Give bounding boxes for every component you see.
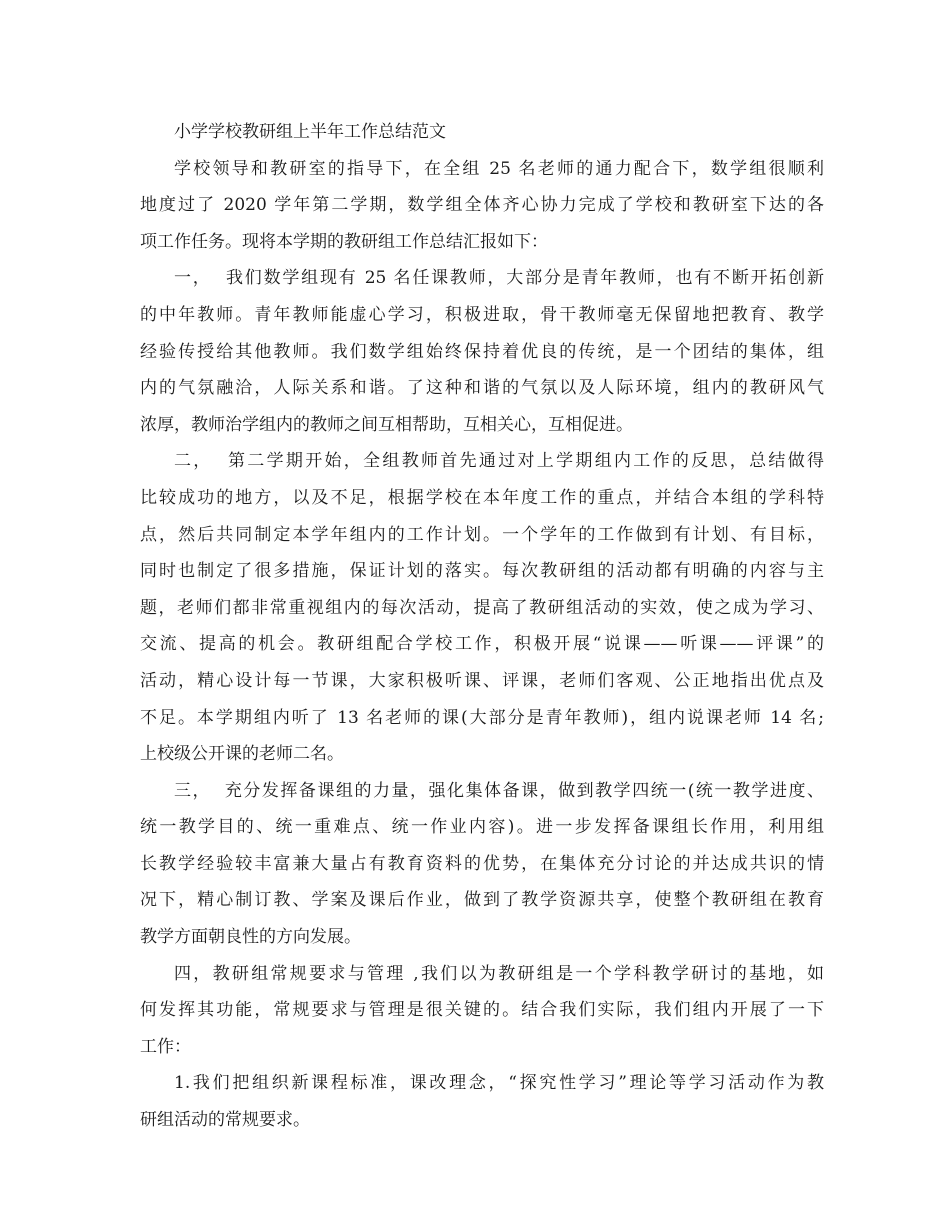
paragraph bbox=[140, 1065, 824, 1138]
paragraph-line: 研组活动的常规要求。 bbox=[140, 1110, 310, 1131]
paragraph-line: 四，教研组常规要求与管理 ,我们以为教研组是一个学科教学研讨的基地，如 bbox=[174, 963, 824, 984]
paragraph-line: 题，老师们都非常重视组内的每次活动，提高了教研组活动的实效，使之成为学习、 bbox=[140, 597, 824, 618]
paragraph-line: 点，然后共同制定本学年组内的工作计划。一个学年的工作做到有计划、有目标， bbox=[140, 524, 824, 545]
paragraph-line: 工作： bbox=[140, 1036, 191, 1057]
paragraph-line: 三， 充分发挥备课组的力量，强化集体备课，做到教学四统一(统一教学进度、 bbox=[174, 780, 824, 801]
paragraph-line: 教学方面朝良性的方向发展。 bbox=[140, 927, 361, 948]
paragraph-line: 内的气氛融洽，人际关系和谐。了这种和谐的气氛以及人际环境，组内的教研风气 bbox=[140, 378, 824, 399]
document-body bbox=[140, 114, 824, 1139]
paragraph-list bbox=[140, 151, 824, 1139]
paragraph bbox=[140, 956, 824, 1066]
paragraph-line: 一， 我们数学组现有 25 名任课教师，大部分是青年教师，也有不断开拓创新 bbox=[174, 268, 824, 289]
paragraph bbox=[140, 773, 824, 956]
paragraph-line: 经验传授给其他教师。我们数学组始终保持着优良的传统，是一个团结的集体，组 bbox=[140, 341, 824, 362]
paragraph bbox=[140, 151, 824, 261]
paragraph-line: 上校级公开课的老师二名。 bbox=[140, 744, 344, 765]
paragraph-line: 统一教学目的、统一重难点、统一作业内容)。进一步发挥备课组长作用，利用组 bbox=[140, 817, 824, 838]
paragraph-line: 长教学经验较丰富兼大量占有教育资料的优势，在集体充分讨论的并达成共识的情 bbox=[140, 853, 824, 874]
paragraph-line: 比较成功的地方，以及不足，根据学校在本年度工作的重点，并结合本组的学科特 bbox=[140, 487, 824, 508]
paragraph-line: 的中年教师。青年教师能虚心学习，积极进取，骨干教师毫无保留地把教育、教学 bbox=[140, 304, 824, 325]
paragraph-line: 地度过了 2020 学年第二学期，数学组全体齐心协力完成了学校和教研室下达的各 bbox=[140, 195, 824, 216]
paragraph-line: 同时也制定了很多措施，保证计划的落实。每次教研组的活动都有明确的内容与主 bbox=[140, 561, 824, 582]
paragraph-line: 何发挥其功能，常规要求与管理是很关键的。结合我们实际，我们组内开展了一下 bbox=[140, 1000, 824, 1021]
document-title: 小学学校教研组上半年工作总结范文 bbox=[174, 122, 446, 142]
paragraph-line: 1.我们把组织新课程标准，课改理念，“探究性学习”理论等学习活动作为教 bbox=[174, 1073, 824, 1094]
paragraph bbox=[140, 443, 824, 772]
paragraph-line: 不足。本学期组内听了 13 名老师的课(大部分是青年教师)，组内说课老师 14 名; bbox=[140, 707, 824, 728]
paragraph-line: 学校领导和教研室的指导下，在全组 25 名老师的通力配合下，数学组很顺利 bbox=[174, 158, 824, 179]
paragraph bbox=[140, 260, 824, 443]
paragraph-line: 浓厚，教师治学组内的教师之间互相帮助，互相关心，互相促进。 bbox=[140, 414, 633, 435]
paragraph-line: 交流、提高的机会。教研组配合学校工作，积极开展“说课——听课——评课”的 bbox=[140, 634, 824, 655]
paragraph-line: 活动，精心设计每一节课，大家积极听课、评课，老师们客观、公正地指出优点及 bbox=[140, 670, 824, 691]
paragraph-line: 况下，精心制订教、学案及课后作业，做到了教学资源共享，使整个教研组在教育 bbox=[140, 890, 824, 911]
paragraph-line: 项工作任务。现将本学期的教研组工作总结汇报如下： bbox=[140, 231, 548, 252]
paragraph-line: 二， 第二学期开始，全组教师首先通过对上学期组内工作的反思，总结做得 bbox=[174, 451, 824, 472]
